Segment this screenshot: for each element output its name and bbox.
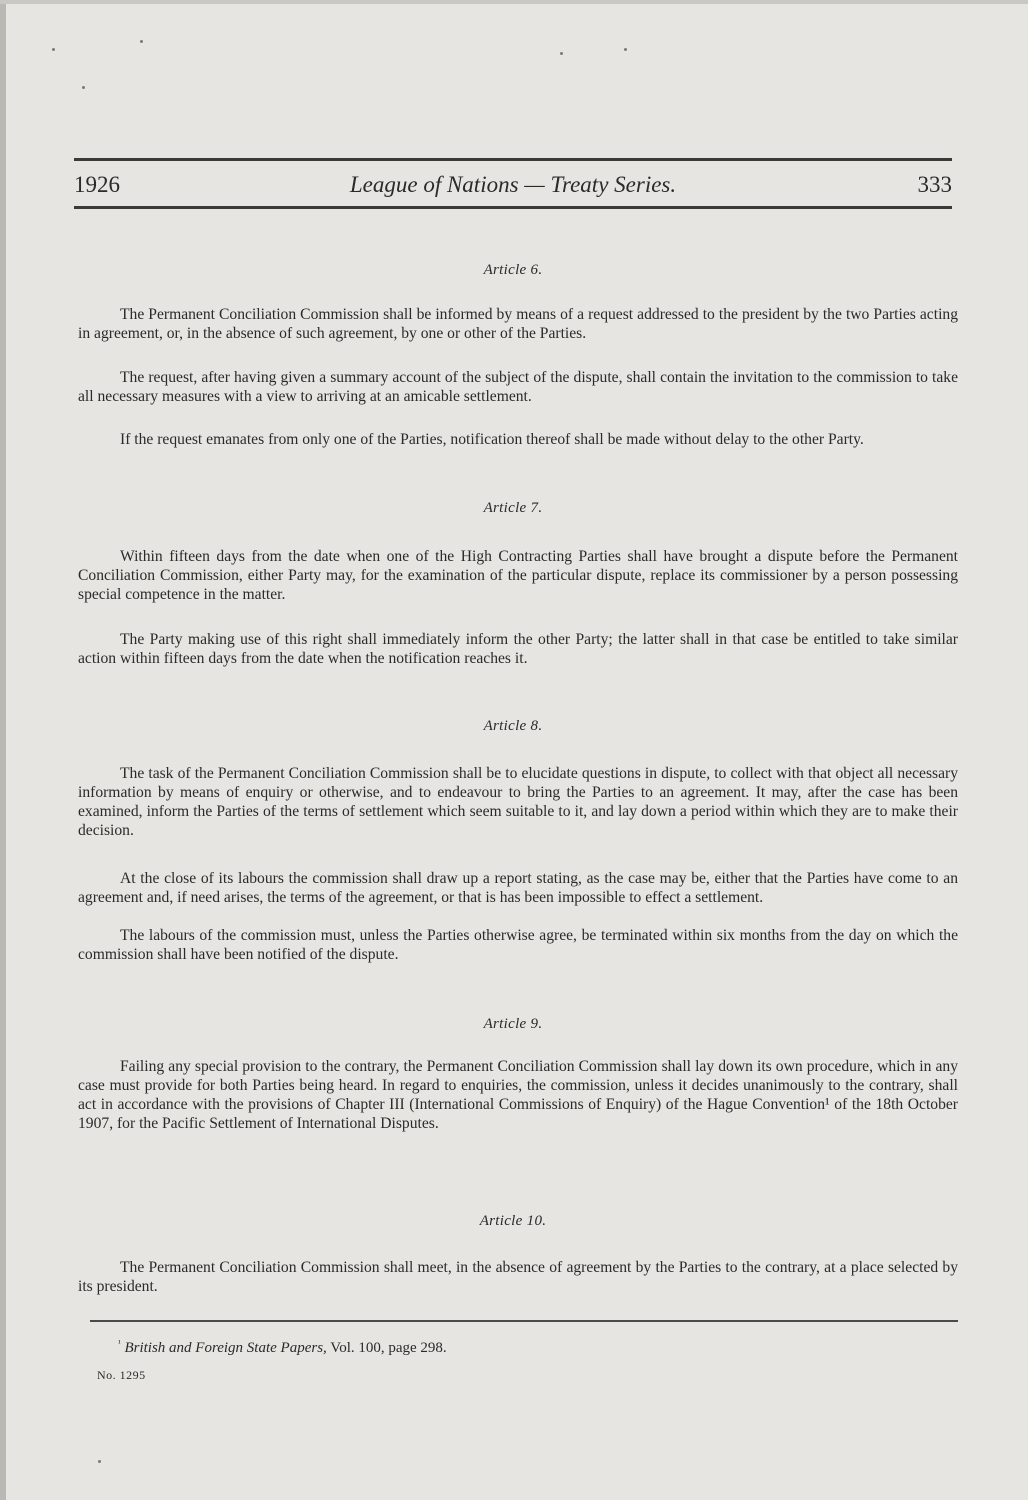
header-rule-top	[74, 158, 952, 161]
article-8-paragraph: The task of the Permanent Conciliation Commission shall be to elucidate questions in dispute, to collect with that object all necessary information by means of enquiry or otherwise, and to endeavour to bring the Parties to an agreement. It may, after the case has been examined, inform the Parties of the terms of settlement which seem suitable to it, and lay down a period within which they are to make their decision.	[78, 765, 958, 839]
article-6-paragraph: The request, after having given a summary account of the subject of the dispute, shall contain the invitation to the commission to take all necessary measures with a view to arriving at an amicable settlement.	[78, 369, 958, 405]
article-6-paragraph: The Permanent Conciliation Commission shall be informed by means of a request addressed to the president by the two Parties acting in agreement, or, in the absence of such agreement, by one or other of the Parties.	[78, 306, 958, 342]
header-year: 1926	[74, 172, 120, 197]
scan-speck	[98, 1460, 101, 1463]
article-7-paragraph: The Party making use of this right shall immediately inform the other Party; the latter shall in that case be entitled to take similar action within fifteen days from the date when the notification reaches it.	[78, 631, 958, 667]
article-8-paragraph: At the close of its labours the commission shall draw up a report stating, as the case may be, either that the Parties have come to an agreement and, if need arises, the terms of the agreement, or that is has been impossible to effect a settlement.	[78, 870, 958, 906]
article-7-heading: Article 7.	[483, 500, 543, 516]
article-9-paragraph: Failing any special provision to the contrary, the Permanent Conciliation Commission shall lay down its own procedure, which in any case must provide for both Parties being heard. In regard to enquiries, the commission, unless it decides unanimously to the contrary, shall act in accordance with the provisions of Chapter III (International Commissions of Enquiry) of the Hague Convention¹ of the 18th October 1907, for the Pacific Settlement of International Disputes.	[78, 1058, 958, 1132]
page-edge-shadow	[0, 0, 6, 1500]
scan-speck	[140, 40, 143, 43]
footnote-reference: Vol. 100, page 298.	[330, 1340, 447, 1356]
article-8-paragraph: The labours of the commission must, unless the Parties otherwise agree, be terminated within six months from the day on which the commission shall have been notified of the dispute.	[78, 927, 958, 963]
page-top-edge	[0, 0, 1028, 4]
article-10-paragraph: The Permanent Conciliation Commission shall meet, in the absence of agreement by the Parties to the contrary, at a place selected by its president.	[78, 1259, 958, 1295]
article-6-paragraph: If the request emanates from only one of the Parties, notification thereof shall be made without delay to the other Party.	[120, 431, 864, 448]
article-9-heading: Article 9.	[483, 1016, 543, 1032]
running-header	[74, 158, 952, 210]
footnote-rule	[90, 1320, 958, 1322]
scan-speck	[560, 52, 563, 55]
scan-speck	[624, 48, 627, 51]
footnote-source-title: British and Foreign State Papers,	[124, 1340, 327, 1356]
scan-speck	[52, 48, 55, 51]
article-8-heading: Article 8.	[483, 718, 543, 734]
header-page-number: 333	[917, 172, 952, 197]
article-7-paragraph: Within fifteen days from the date when one of the High Contracting Parties shall have brought a dispute before the Permanent Conciliation Commission, either Party may, for the examination of the particular dispute, replace its commissioner by a person possessing special competence in the matter.	[78, 548, 958, 603]
header-rule-bottom	[74, 206, 952, 209]
article-10-heading: Article 10.	[479, 1213, 547, 1229]
scan-speck	[82, 86, 85, 89]
document-number: No. 1295	[97, 1368, 146, 1382]
article-6-heading: Article 6.	[483, 262, 543, 278]
header-title: League of Nations — Treaty Series.	[349, 172, 677, 197]
footnote-marker: ¹	[118, 1338, 121, 1348]
footnote	[118, 1338, 447, 1357]
